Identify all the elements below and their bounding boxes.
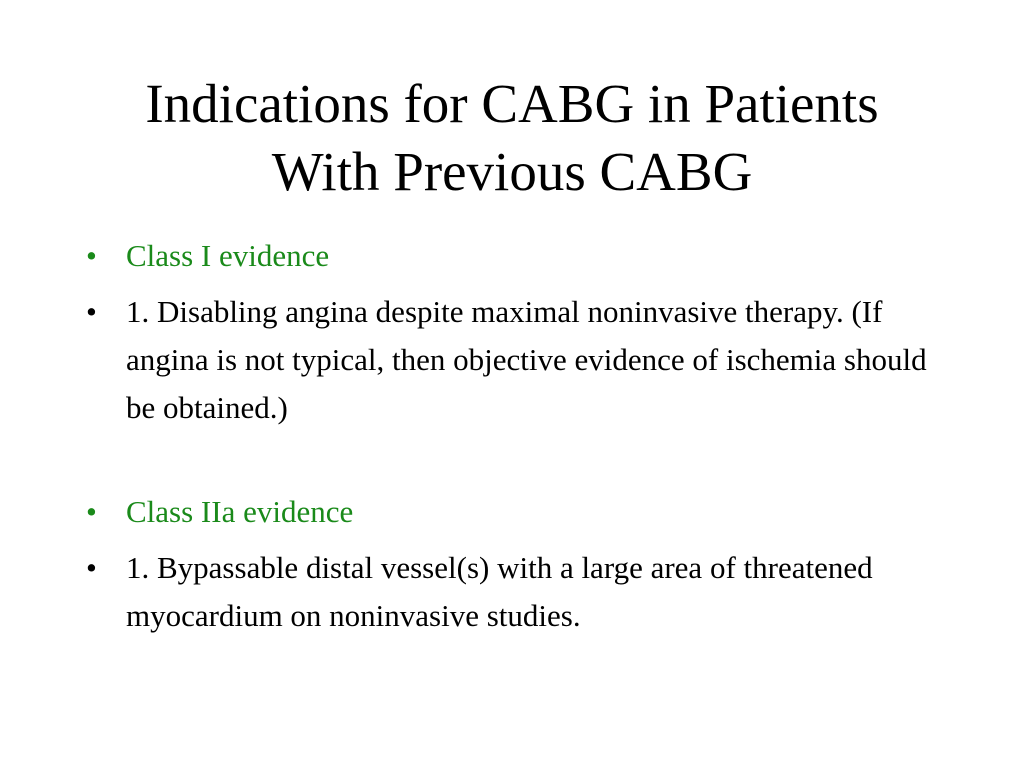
bullet-marker: • (86, 494, 97, 529)
bullet-class-iia-heading (86, 488, 946, 536)
bullet-marker: • (86, 550, 97, 585)
bullet-marker: • (86, 294, 97, 329)
bullet-class-iia-item-1 (86, 544, 946, 640)
slide-title (40, 70, 984, 206)
bullet-text: 1. Disabling angina despite maximal noninvasive therapy. (If angina is not typical, then objective evidence of ischemia should be obtained.) (126, 294, 927, 425)
bullet-text: Class I evidence (126, 238, 330, 273)
bullet-class-i-heading (86, 232, 946, 280)
bullet-list (86, 232, 946, 648)
bullet-class-i-item-1 (86, 288, 946, 432)
bullet-marker: • (86, 238, 97, 273)
title-line-2: With Previous CABG (271, 141, 753, 202)
bullet-text: Class IIa evidence (126, 494, 354, 529)
bullet-text: 1. Bypassable distal vessel(s) with a large area of threatened myocardium on noninvasive studies. (126, 550, 873, 633)
title-line-1: Indications for CABG in Patients (145, 73, 879, 134)
bullet-spacer (86, 440, 946, 488)
